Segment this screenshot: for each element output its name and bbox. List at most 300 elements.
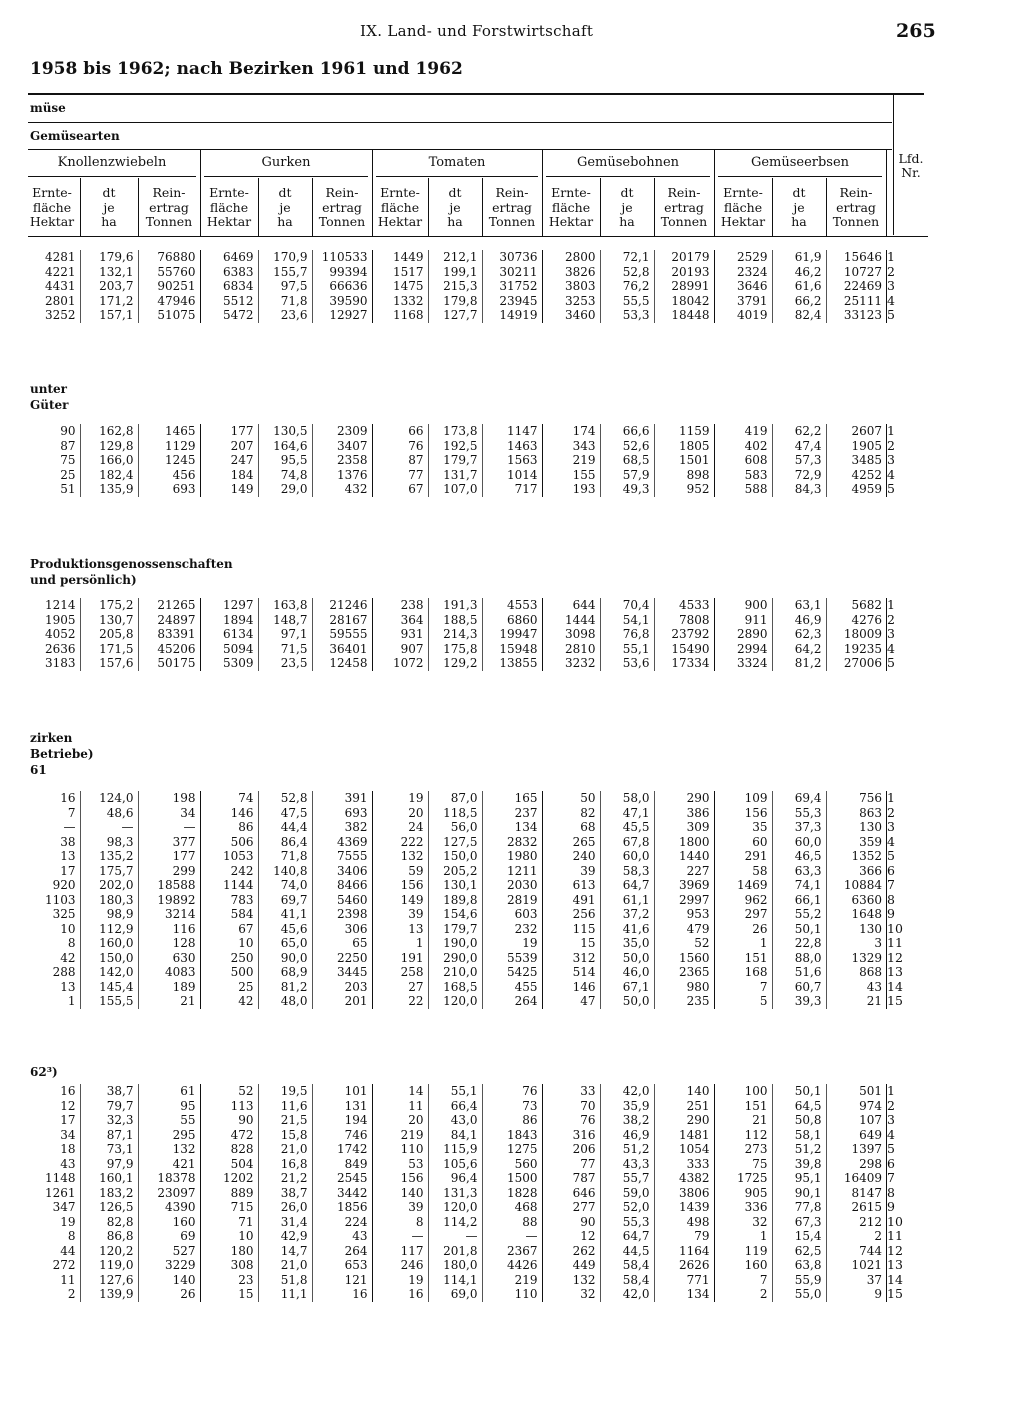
table-cell: 130,1 xyxy=(428,878,482,893)
table-cell: 60,0 xyxy=(600,849,654,864)
table-cell: 18 xyxy=(60,1142,76,1156)
table-cell: 1261 xyxy=(44,1185,76,1200)
table-cell: 746 xyxy=(312,1128,372,1143)
table-cell: 87,1 xyxy=(80,1128,138,1143)
data-table-1 xyxy=(24,250,920,323)
table-cell: 53 xyxy=(372,1157,428,1172)
column-subheader: Rein- ertrag Tonnen xyxy=(318,185,366,229)
table-cell: 15646 xyxy=(826,250,886,265)
table-subtitle: 1958 bis 1962; nach Bezirken 1961 und 1962 xyxy=(30,59,463,79)
table-cell: 347 xyxy=(52,1200,76,1214)
table-cell: 46,2 xyxy=(772,265,826,280)
table-cell: 12458 xyxy=(312,656,372,671)
table-cell: 82,8 xyxy=(80,1215,138,1230)
table-cell: 4426 xyxy=(482,1258,542,1273)
table-cell: 150,0 xyxy=(80,951,138,966)
table-cell: 175,8 xyxy=(428,642,482,657)
table-cell: 53,6 xyxy=(600,656,654,671)
table-cell: 130 xyxy=(826,820,886,835)
table-cell: 74,8 xyxy=(258,468,312,483)
table-cell: 179,7 xyxy=(428,922,482,937)
table-cell: 156 xyxy=(372,878,428,893)
table-cell: 953 xyxy=(654,907,714,922)
table-cell: 31752 xyxy=(482,279,542,294)
table-cell: 907 xyxy=(372,642,428,657)
table-cell: 49,3 xyxy=(600,482,654,497)
table-cell: 3098 xyxy=(542,627,600,642)
table-cell: 37,3 xyxy=(772,820,826,835)
row-number: 12 xyxy=(887,950,903,965)
table-cell: 14,7 xyxy=(258,1244,312,1259)
row-number: 2 xyxy=(887,1098,895,1113)
table-cell: 4959 xyxy=(826,482,886,497)
table-cell: 227 xyxy=(654,864,714,879)
table-cell: 43,0 xyxy=(428,1113,482,1128)
table-cell: 4252 xyxy=(826,468,886,483)
table-cell: 1 xyxy=(714,936,772,951)
table-cell: 3 xyxy=(826,936,886,951)
table-cell: 386 xyxy=(654,806,714,821)
table-cell: 132,1 xyxy=(80,265,138,280)
table-cell: 693 xyxy=(312,806,372,821)
table-cell: 22469 xyxy=(826,279,886,294)
table-cell: 1159 xyxy=(654,424,714,439)
table-cell: 5 xyxy=(714,994,772,1009)
table-cell: 68 xyxy=(542,820,600,835)
table-cell: 364 xyxy=(372,613,428,628)
table-cell: 87 xyxy=(60,438,76,453)
table-cell: 151 xyxy=(714,951,772,966)
table-cell: 171,5 xyxy=(80,642,138,657)
table-cell: 87,0 xyxy=(428,791,482,806)
table-cell: 58 xyxy=(714,864,772,879)
table-cell: 48,0 xyxy=(258,994,312,1009)
table-row xyxy=(24,893,920,908)
table-cell: 1144 xyxy=(200,878,258,893)
table-row xyxy=(24,424,920,439)
table-cell: 21246 xyxy=(312,598,372,613)
table-cell: 130 xyxy=(826,922,886,937)
table-cell: 756 xyxy=(826,791,886,806)
table-cell: 11 xyxy=(372,1099,428,1114)
table-cell: 86,8 xyxy=(80,1229,138,1244)
table-cell: 41,1 xyxy=(258,907,312,922)
table-cell: 90,1 xyxy=(772,1186,826,1201)
table-row xyxy=(24,965,920,980)
row-number: 4 xyxy=(887,1127,895,1142)
table-cell: 980 xyxy=(654,980,714,995)
table-cell: 71 xyxy=(200,1215,258,1230)
table-cell: 10 xyxy=(200,936,258,951)
table-cell: 15,8 xyxy=(258,1128,312,1143)
group-header: Gemüsebohnen xyxy=(576,155,680,170)
table-row xyxy=(24,820,920,835)
table-cell: 149 xyxy=(200,482,258,497)
table-cell: 1563 xyxy=(482,453,542,468)
table-cell: 828 xyxy=(200,1142,258,1157)
row-number: 12 xyxy=(887,1243,903,1258)
table-cell: 19 xyxy=(482,936,542,951)
table-cell: 290 xyxy=(654,791,714,806)
table-cell: 4431 xyxy=(44,279,76,293)
table-cell: 45,5 xyxy=(600,820,654,835)
table-cell: 72,9 xyxy=(772,468,826,483)
table-cell: 1465 xyxy=(138,424,200,439)
table-cell: 37,2 xyxy=(600,907,654,922)
table-cell: 75 xyxy=(60,453,76,467)
table-cell: 290 xyxy=(654,1113,714,1128)
table-cell: 199,1 xyxy=(428,265,482,280)
table-cell: 1054 xyxy=(654,1142,714,1157)
table-cell: 501 xyxy=(826,1084,886,1099)
row-number: 5 xyxy=(887,482,895,496)
table-cell: 81,2 xyxy=(258,980,312,995)
table-cell: 101 xyxy=(312,1084,372,1099)
table-cell: 46,0 xyxy=(600,965,654,980)
table-row xyxy=(24,1287,920,1302)
table-cell: 59,0 xyxy=(600,1186,654,1201)
table-cell: 299 xyxy=(138,864,200,879)
table-cell: 2398 xyxy=(312,907,372,922)
row-number: 4 xyxy=(887,467,895,482)
data-table-4 xyxy=(24,791,920,1009)
table-cell: 96,4 xyxy=(428,1171,482,1186)
table-cell: 179,8 xyxy=(428,294,482,309)
table-cell: 65,0 xyxy=(258,936,312,951)
table-cell: 63,8 xyxy=(772,1258,826,1273)
table-cell: 472 xyxy=(200,1128,258,1143)
table-cell: 95,1 xyxy=(772,1171,826,1186)
table-cell: 11 xyxy=(60,1272,76,1287)
table-cell: 212 xyxy=(826,1215,886,1230)
table-cell: 19 xyxy=(372,1273,428,1288)
table-cell: 23792 xyxy=(654,627,714,642)
table-cell: 4281 xyxy=(44,250,76,264)
table-cell: 498 xyxy=(654,1215,714,1230)
table-cell: 584 xyxy=(200,907,258,922)
table-cell: 66,1 xyxy=(772,893,826,908)
table-cell: 1501 xyxy=(654,453,714,468)
table-cell: 58,3 xyxy=(600,864,654,879)
table-cell: 51 xyxy=(60,482,76,496)
table-cell: 67 xyxy=(200,922,258,937)
table-cell: 148,7 xyxy=(258,613,312,628)
table-cell: 646 xyxy=(542,1186,600,1201)
table-row xyxy=(24,1084,920,1099)
table-cell: 1014 xyxy=(482,468,542,483)
data-table-3 xyxy=(24,598,920,671)
table-cell: 59 xyxy=(372,864,428,879)
table-cell: 4019 xyxy=(714,308,772,323)
table-cell: 3803 xyxy=(542,279,600,294)
table-cell: 35,9 xyxy=(600,1099,654,1114)
table-row xyxy=(24,598,920,613)
table-cell: 45,6 xyxy=(258,922,312,937)
table-cell: 105,6 xyxy=(428,1157,482,1172)
table-cell: 2626 xyxy=(654,1258,714,1273)
table-cell: 190,0 xyxy=(428,936,482,951)
table-cell: 188,5 xyxy=(428,613,482,628)
table-cell: 3460 xyxy=(542,308,600,323)
table-cell: 33123 xyxy=(826,308,886,323)
table-cell: 18042 xyxy=(654,294,714,309)
table-cell: 23 xyxy=(200,1273,258,1288)
table-cell: 97,9 xyxy=(80,1157,138,1172)
table-cell: 179,6 xyxy=(80,250,138,265)
group-underline xyxy=(28,176,196,177)
table-cell: 1297 xyxy=(200,598,258,613)
table-row xyxy=(24,835,920,850)
table-cell: 849 xyxy=(312,1157,372,1172)
table-cell: 16 xyxy=(60,791,76,805)
table-cell: 306 xyxy=(312,922,372,937)
table-cell: 128 xyxy=(138,936,200,951)
table-cell: 38,7 xyxy=(80,1084,138,1099)
table-cell: 1275 xyxy=(482,1142,542,1157)
table-row xyxy=(24,468,920,483)
table-cell: 42 xyxy=(200,994,258,1009)
section-label-4: zirken Betriebe) 61 xyxy=(30,731,94,777)
table-cell: 8466 xyxy=(312,878,372,893)
row-number: 11 xyxy=(887,936,903,950)
table-cell: 189,8 xyxy=(428,893,482,908)
table-cell: 291 xyxy=(714,849,772,864)
header-rule xyxy=(714,150,715,236)
table-cell: 1500 xyxy=(482,1171,542,1186)
table-cell: 22,8 xyxy=(772,936,826,951)
table-cell: 715 xyxy=(200,1200,258,1215)
table-cell: 256 xyxy=(542,907,600,922)
table-cell: 1905 xyxy=(826,439,886,454)
group-underline xyxy=(718,176,882,177)
table-cell: 298 xyxy=(826,1157,886,1172)
table-cell: 1053 xyxy=(200,849,258,864)
table-cell: 24 xyxy=(372,820,428,835)
table-cell: 154,6 xyxy=(428,907,482,922)
table-cell: 166,0 xyxy=(80,453,138,468)
table-cell: 920 xyxy=(52,878,76,892)
table-cell: 155,5 xyxy=(80,994,138,1009)
column-subheader: Rein- ertrag Tonnen xyxy=(145,185,193,229)
table-cell: 264 xyxy=(482,994,542,1009)
table-cell: 86,4 xyxy=(258,835,312,850)
table-cell: 7555 xyxy=(312,849,372,864)
table-cell: 77 xyxy=(372,468,428,483)
table-cell: 491 xyxy=(542,893,600,908)
table-row xyxy=(24,265,920,280)
table-cell: 86 xyxy=(482,1113,542,1128)
table-cell: 2030 xyxy=(482,878,542,893)
table-cell: 251 xyxy=(654,1099,714,1114)
table-cell: 77 xyxy=(542,1157,600,1172)
table-cell: 5309 xyxy=(200,656,258,671)
table-cell: 3232 xyxy=(542,656,600,671)
section-label-2: unter Güter xyxy=(30,382,69,412)
row-number: 1 xyxy=(887,791,895,805)
table-cell: 3646 xyxy=(714,279,772,294)
table-cell: 115 xyxy=(542,922,600,937)
table-cell: 20 xyxy=(372,1113,428,1128)
table-cell: 76 xyxy=(542,1113,600,1128)
column-subheader: Ernte- fläche Hektar xyxy=(720,185,766,229)
table-cell: 38,2 xyxy=(600,1113,654,1128)
table-cell: 5539 xyxy=(482,951,542,966)
table-cell: 744 xyxy=(826,1244,886,1259)
table-cell: 21,5 xyxy=(258,1113,312,1128)
table-cell: 2367 xyxy=(482,1244,542,1259)
table-cell: 180,3 xyxy=(80,893,138,908)
table-row xyxy=(24,627,920,642)
row-number: 14 xyxy=(887,979,903,994)
table-cell: 160,1 xyxy=(80,1171,138,1186)
table-cell: 118,5 xyxy=(428,806,482,821)
table-cell: 10 xyxy=(200,1229,258,1244)
table-cell: 175,2 xyxy=(80,598,138,613)
table-cell: 98,3 xyxy=(80,835,138,850)
table-cell: 43 xyxy=(312,1229,372,1244)
table-cell: 308 xyxy=(200,1258,258,1273)
table-cell: 5425 xyxy=(482,965,542,980)
table-cell: 140 xyxy=(372,1186,428,1201)
table-cell: 277 xyxy=(542,1200,600,1215)
table-cell: 39 xyxy=(372,1200,428,1215)
table-cell: 168,5 xyxy=(428,980,482,995)
table-cell: 150,0 xyxy=(428,849,482,864)
table-cell: 157,1 xyxy=(80,308,138,323)
table-cell: 47 xyxy=(542,994,600,1009)
table-cell: 165 xyxy=(482,791,542,806)
table-cell: 69,4 xyxy=(772,791,826,806)
table-cell: 13 xyxy=(60,849,76,863)
table-cell: 26 xyxy=(138,1287,200,1302)
row-number: 3 xyxy=(887,453,895,467)
table-cell: 222 xyxy=(372,835,428,850)
table-cell: 64,7 xyxy=(600,1229,654,1244)
table-cell: 23,5 xyxy=(258,656,312,671)
table-cell: 52 xyxy=(654,936,714,951)
table-cell: 21265 xyxy=(138,598,200,613)
table-cell: 162,8 xyxy=(80,424,138,439)
table-cell: 134 xyxy=(654,1287,714,1302)
table-cell: 71,5 xyxy=(258,642,312,657)
table-cell: 66,2 xyxy=(772,294,826,309)
table-cell: 3252 xyxy=(44,308,76,322)
table-cell: 868 xyxy=(826,965,886,980)
section-label-3: Produktionsgenossenschaften und persönlich) xyxy=(30,557,233,587)
table-cell: 644 xyxy=(542,598,600,613)
table-cell: 898 xyxy=(654,468,714,483)
table-cell: 198 xyxy=(138,791,200,806)
table-row xyxy=(24,878,920,893)
table-cell: 336 xyxy=(714,1200,772,1215)
table-cell: 131,7 xyxy=(428,468,482,483)
section-label-5: 62³) xyxy=(30,1065,58,1079)
row-number: 4 xyxy=(887,293,895,308)
table-cell: 14919 xyxy=(482,308,542,323)
table-cell: 51,6 xyxy=(772,965,826,980)
table-cell: 343 xyxy=(542,439,600,454)
row-number: 10 xyxy=(887,921,903,936)
table-cell: 107,0 xyxy=(428,482,482,497)
table-cell: 35,0 xyxy=(600,936,654,951)
table-cell: — xyxy=(63,820,76,834)
row-number: 9 xyxy=(887,1200,895,1214)
table-cell: 1742 xyxy=(312,1142,372,1157)
table-cell: 5682 xyxy=(826,598,886,613)
table-cell: 9 xyxy=(826,1287,886,1302)
table-cell: 116 xyxy=(138,922,200,937)
table-cell: 506 xyxy=(200,835,258,850)
table-cell: 168 xyxy=(714,965,772,980)
table-cell: 514 xyxy=(542,965,600,980)
table-cell: 55 xyxy=(138,1113,200,1128)
row-number: 10 xyxy=(887,1214,903,1229)
table-cell: 21 xyxy=(826,994,886,1009)
table-cell: 124,0 xyxy=(80,791,138,806)
table-cell: 68,9 xyxy=(258,965,312,980)
table-cell: 57,9 xyxy=(600,468,654,483)
table-cell: 201 xyxy=(312,994,372,1009)
table-cell: 17 xyxy=(60,1113,76,1127)
table-cell: 42,0 xyxy=(600,1084,654,1099)
table-cell: 325 xyxy=(52,907,76,921)
table-cell: 1397 xyxy=(826,1142,886,1157)
table-cell: 32 xyxy=(714,1215,772,1230)
table-cell: 20179 xyxy=(654,250,714,265)
table-cell: 62,2 xyxy=(772,424,826,439)
table-row xyxy=(24,1157,920,1172)
table-cell: 2607 xyxy=(826,424,886,439)
table-cell: 44,5 xyxy=(600,1244,654,1259)
table-cell: 131,3 xyxy=(428,1186,482,1201)
table-cell: 146 xyxy=(200,806,258,821)
table-cell: 135,9 xyxy=(80,482,138,497)
table-cell: 1560 xyxy=(654,951,714,966)
header-rule xyxy=(886,150,887,236)
table-cell: 100 xyxy=(714,1084,772,1099)
table-cell: 8147 xyxy=(826,1186,886,1201)
label-muse: müse xyxy=(30,101,66,115)
table-cell: 4052 xyxy=(44,627,76,641)
table-cell: — xyxy=(428,1229,482,1244)
column-subheader: Rein- ertrag Tonnen xyxy=(488,185,536,229)
table-cell: 468 xyxy=(482,1200,542,1215)
table-cell: 224 xyxy=(312,1215,372,1230)
table-row xyxy=(24,1215,920,1230)
table-cell: 2309 xyxy=(312,424,372,439)
table-cell: 51,2 xyxy=(772,1142,826,1157)
table-cell: 219 xyxy=(372,1128,428,1143)
table-cell: 54,1 xyxy=(600,613,654,628)
table-cell: 55,3 xyxy=(600,1215,654,1230)
table-cell: 76880 xyxy=(138,250,200,265)
table-cell: 1449 xyxy=(372,250,428,265)
column-subheader: dt je ha xyxy=(791,185,807,229)
table-cell: 5512 xyxy=(200,294,258,309)
table-cell: 1894 xyxy=(200,613,258,628)
table-cell: 50 xyxy=(542,791,600,806)
table-cell: 23945 xyxy=(482,294,542,309)
table-cell: 14 xyxy=(372,1084,428,1099)
table-cell: 316 xyxy=(542,1128,600,1143)
table-cell: 88 xyxy=(482,1215,542,1230)
table-cell: 455 xyxy=(482,980,542,995)
table-cell: 3183 xyxy=(44,656,76,670)
table-cell: 21,0 xyxy=(258,1258,312,1273)
table-cell: 421 xyxy=(138,1157,200,1172)
table-cell: 962 xyxy=(714,893,772,908)
table-cell: 47,4 xyxy=(772,439,826,454)
